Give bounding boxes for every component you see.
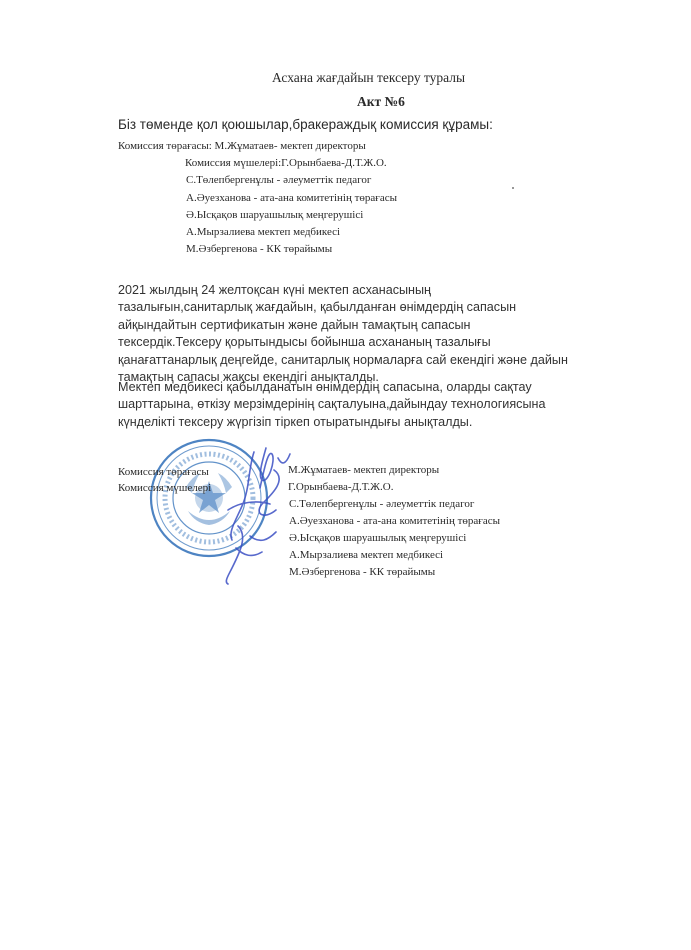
signature-name: М.Әзбергенова - КК төрайымы [289,566,436,578]
body-paragraph-2: Мектеп медбикесі қабылданатын өнімдердің сапасына, оларды сақтау шарттарына, өткізу мерзімдерінің сақталуына,дайындау технологиясына күнделікті тексеру жүргізіп тіркеп отыратындығы анықталды. [118,380,546,429]
member-line: М.Әзбергенова - КК төрайымы [186,243,333,255]
signature-name: С.Төлепбергенұлы - әлеуметтік педагог [289,498,475,510]
member-line: Комиссия мүшелері:Г.Орынбаева-Д.Т.Ж.О. [185,157,387,169]
body-paragraph-1: 2021 жылдың 24 желтоқсан күні мектеп асханасының тазалығын,санитарлық жағдайын, қабылданған өнімдердің сапасын айқындайтын сертификатын және дайын тамақтың сапасын тексердік.Тексеру қорытындысы бойынша асхананың тазалығы қанағаттанарлық деңгейде, санитарлық нормаларға сай екендігі және дайын тамақтың сапасы жақсы екендігі анықталды. [118,283,568,385]
signature-chair-label: Комиссия төрағасы [118,466,209,478]
member-line: Ә.Ысқақов шаруашылық меңгерушісі [186,209,364,221]
member-line: С.Төлепбергенұлы - әлеуметтік педагог [186,174,372,186]
member-line: А.Мырзалиева мектеп медбикесі [186,226,341,238]
act-number: Акт №6 [357,94,405,109]
scan-speck [512,187,514,189]
commission-chair: Комиссия төрағасы: М.Жұматаев- мектеп директоры [118,140,366,152]
signature-name: Г.Орынбаева-Д.Т.Ж.О. [288,481,394,493]
member-line: А.Әуезханова - ата-ана комитетінің төрағасы [186,192,397,204]
signature-name: М.Жұматаев- мектеп директоры [288,464,440,476]
signature-name: А.Әуезханова - ата-ана комитетінің төрағасы [289,515,500,527]
signature-name: Ә.Ысқақов шаруашылық меңгерушісі [289,532,467,544]
document-title: Асхана жағдайын тексеру туралы [272,70,466,85]
signature-name: А.Мырзалиева мектеп медбикесі [289,549,444,561]
intro-line: Біз төменде қол қоюшылар,бракераждық комиссия құрамы: [118,117,493,132]
signature-members-label: Комиссия мүшелері [118,482,212,494]
